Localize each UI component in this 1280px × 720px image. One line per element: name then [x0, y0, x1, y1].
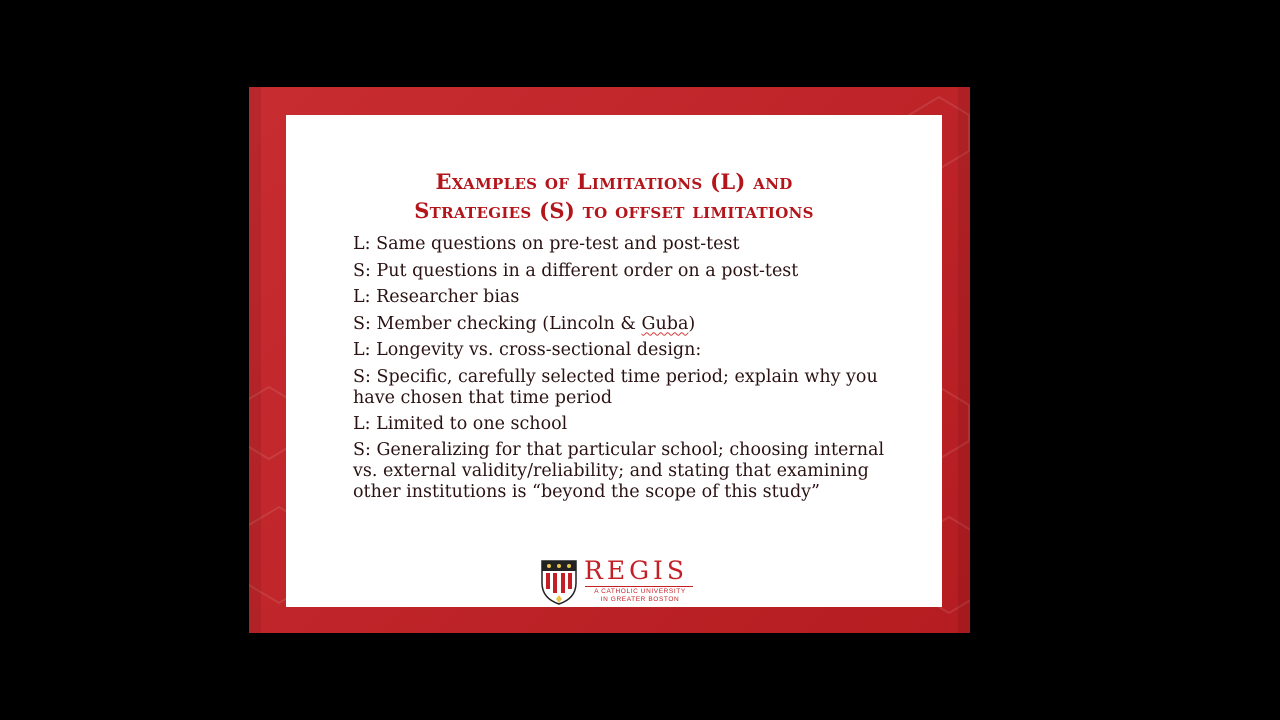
item-text: Limited to one school [376, 413, 568, 434]
item-prefix: L: [353, 413, 377, 434]
regis-crest-icon [540, 559, 578, 605]
logo-tagline-line-1: A CATHOLIC UNIVERSITY [594, 588, 686, 595]
spellcheck-underlined-word: Guba [641, 313, 689, 334]
logo-tagline [584, 588, 696, 604]
presentation-slide [249, 87, 970, 633]
item-suffix: ) [688, 313, 696, 334]
slide-title-line-1: Examples of Limitations (L) and [435, 169, 793, 194]
item-prefix: S: [353, 440, 377, 460]
limitations-strategies-list [353, 234, 913, 509]
list-item [353, 340, 913, 361]
item-prefix: S: [353, 313, 377, 334]
slide-content-panel [286, 115, 942, 607]
list-item [353, 414, 913, 435]
item-prefix: L: [353, 234, 377, 254]
list-item [353, 287, 913, 308]
list-item [353, 234, 913, 255]
list-item [353, 440, 913, 503]
list-item [353, 261, 913, 282]
item-prefix: S: [353, 366, 377, 387]
item-prefix: S: [353, 260, 377, 281]
item-text: Longevity vs. cross-sectional design: [376, 340, 702, 360]
regis-logo [540, 556, 700, 607]
slide-title [286, 167, 942, 225]
item-text: Generalizing for that particular school; choosing internal vs. external validity/reliability; and stating that examining other institutions is “beyond the scope of this study” [353, 440, 885, 502]
item-text: Put questions in a different order on a post-test [376, 260, 799, 281]
item-text: Researcher bias [376, 287, 520, 307]
list-item [353, 367, 913, 409]
logo-tagline-line-2: IN GREATER BOSTON [600, 596, 680, 603]
logo-divider [585, 586, 693, 587]
item-text: Specific, carefully selected time period; explain why you have chosen that time period [353, 366, 878, 408]
slide-title-line-2: Strategies (S) to offset limitations [414, 198, 814, 223]
item-text: Member checking (Lincoln & [376, 313, 642, 334]
item-prefix: L: [353, 287, 377, 307]
list-item [353, 314, 913, 335]
item-prefix: L: [353, 340, 377, 360]
logo-wordmark: REGIS [584, 556, 689, 585]
item-text: Same questions on pre-test and post-test [376, 234, 740, 254]
